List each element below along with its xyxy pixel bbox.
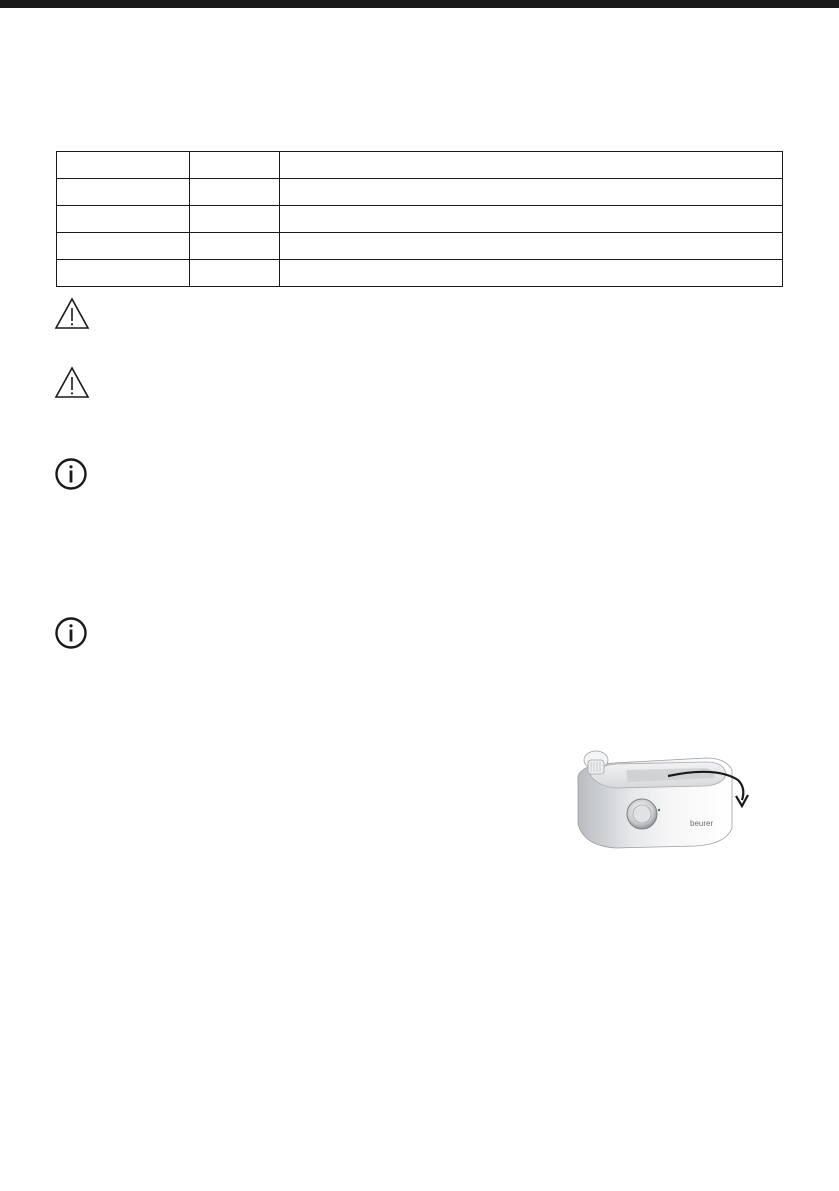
table-cell (280, 206, 783, 233)
table-cell (57, 260, 190, 287)
table-cell (280, 179, 783, 206)
table-cell (57, 152, 190, 179)
table-cell (280, 233, 783, 260)
table-cell (57, 206, 190, 233)
table-cell (280, 152, 783, 179)
table-row (57, 179, 783, 206)
table-cell (190, 152, 280, 179)
humidifier-image (556, 740, 756, 856)
table-cell (190, 179, 280, 206)
table-cell (57, 179, 190, 206)
info-icon (54, 616, 88, 650)
table-cell (280, 260, 783, 287)
warning-icon (54, 366, 88, 400)
info-icon (54, 457, 88, 491)
table-cell (190, 206, 280, 233)
top-rule (0, 0, 839, 8)
table-row (57, 260, 783, 287)
table-cell (190, 233, 280, 260)
warning-icon (54, 297, 88, 331)
table-row (57, 233, 783, 260)
logo-text: beurer (690, 819, 714, 828)
table-cell (190, 260, 280, 287)
table-row (57, 152, 783, 179)
table-row (57, 206, 783, 233)
spec-table (56, 151, 783, 287)
table-cell (57, 233, 190, 260)
